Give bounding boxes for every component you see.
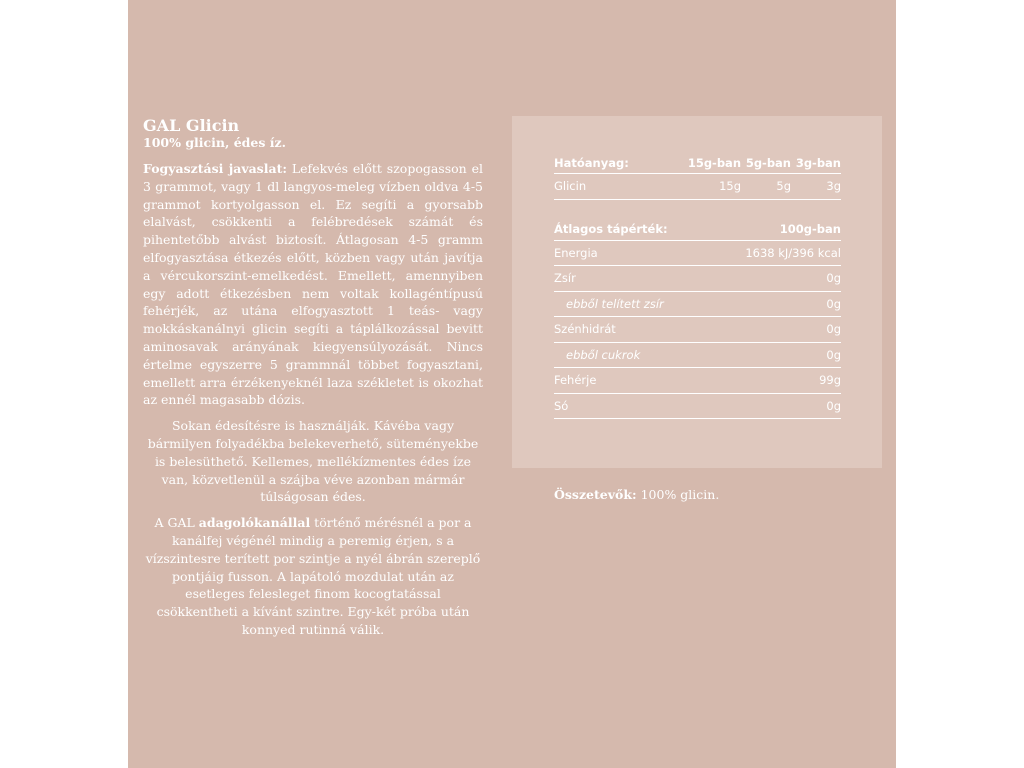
active-value-3g: 3g — [826, 179, 841, 194]
nutrition-table-header — [554, 219, 841, 241]
active-header-label: Hatóanyag: — [554, 155, 629, 170]
nutrient-name: ebből cukrok — [566, 347, 641, 362]
nutrition-tables — [554, 152, 841, 419]
nutrition-header-label: Átlagos tápérték: — [554, 222, 668, 236]
table-row — [554, 343, 841, 369]
product-title: GAL Glicin — [143, 116, 240, 135]
usage-paragraph — [143, 160, 483, 409]
nutrient-name: Energia — [554, 245, 598, 260]
usage-label: Fogyasztási javaslat: — [143, 161, 287, 176]
nutrient-name: Fehérje — [554, 373, 597, 388]
table-row — [554, 317, 841, 343]
ingredients-line — [554, 487, 719, 502]
table-row — [554, 174, 841, 200]
active-header-3g: 3g-ban — [795, 155, 841, 170]
sweetener-paragraph: Sokan édesítésre is használják. Kávéba vagy bármilyen folyadékba belekeverhető, süteményekbe is belesüthető. Kellemes, mellékízmentes édes íze van, közvetlenül a szájba véve azonban mármár túlságosan édes. — [147, 418, 479, 505]
table-row — [554, 394, 841, 420]
spoon-pre: A GAL — [154, 515, 199, 531]
spoon-bold: adagolókanállal — [198, 515, 311, 531]
spoon-text: történő mérésnél a por a kanálfej végénél mindig a peremig érjen, s a vízszintesre terített por szintje a nyél ábrán szereplő pontjáig fusson. A lapátoló mozdulat után az esetleges felesleget finom kocogtatással csökkentheti a kívánt szintre. Egy-két próba után konnyed rutinná válik. — [145, 515, 481, 637]
active-table-header — [554, 152, 841, 174]
nutrient-value: 1638 kJ/396 kcal — [745, 245, 841, 260]
nutrient-value: 99g — [819, 373, 841, 388]
nutrition-header-100g: 100g-ban — [779, 222, 841, 236]
nutrient-name: ebből telített zsír — [566, 296, 664, 311]
usage-text: Lefekvés előtt szopogasson el 3 grammot, vagy 1 dl langyos-meleg vízben oldva 4-5 grammot kortyolgasson el. Ez segíti a gyorsabb elalvást, csökkenti a felébredések számát és pihentetőbb alvást biztosít. Átlagosan 4-5 gramm elfogyasztása étkezés előtt, közben vagy után javítja a vércukorszint-emelkedést. Emellett, amennyiben egy adott étkezésben nem voltak kollagéntípusú fehérjék, az utána elfogyasztott 1 teás- vagy mokkáskanálnyi glicin segíti a táplálkozással bevitt aminosavak arányának kiegyensúlyozását. Nincs értelme egyszerre 5 grammnál többet fogyasztani, emellett arra érzékenyeknél laza székletet is okozhat az ennél magasabb dózis. — [143, 161, 483, 408]
table-row — [554, 241, 841, 267]
table-row — [554, 368, 841, 394]
active-value-5g: 5g — [776, 179, 791, 194]
nutrient-value: 0g — [826, 398, 841, 413]
ingredients-label: Összetevők: — [554, 487, 637, 502]
table-gap — [554, 200, 841, 219]
nutrient-name: Zsír — [554, 271, 576, 286]
nutrient-value: 0g — [826, 296, 841, 311]
product-subtitle: 100% glicin, édes íz. — [143, 135, 286, 150]
active-value-15g: 15g — [719, 179, 741, 194]
active-header-5g: 5g-ban — [745, 155, 791, 170]
product-description — [143, 116, 483, 647]
nutrient-name: Szénhidrát — [554, 322, 616, 337]
table-row — [554, 266, 841, 292]
nutrient-value: 0g — [826, 322, 841, 337]
active-header-15g: 15g-ban — [687, 155, 741, 170]
nutrient-name: Só — [554, 398, 569, 413]
nutrient-value: 0g — [826, 347, 841, 362]
active-ingredient-name: Glicin — [554, 179, 587, 194]
spoon-paragraph — [143, 514, 483, 639]
ingredients-text: 100% glicin. — [636, 487, 720, 502]
nutrient-value: 0g — [826, 271, 841, 286]
table-row — [554, 292, 841, 318]
